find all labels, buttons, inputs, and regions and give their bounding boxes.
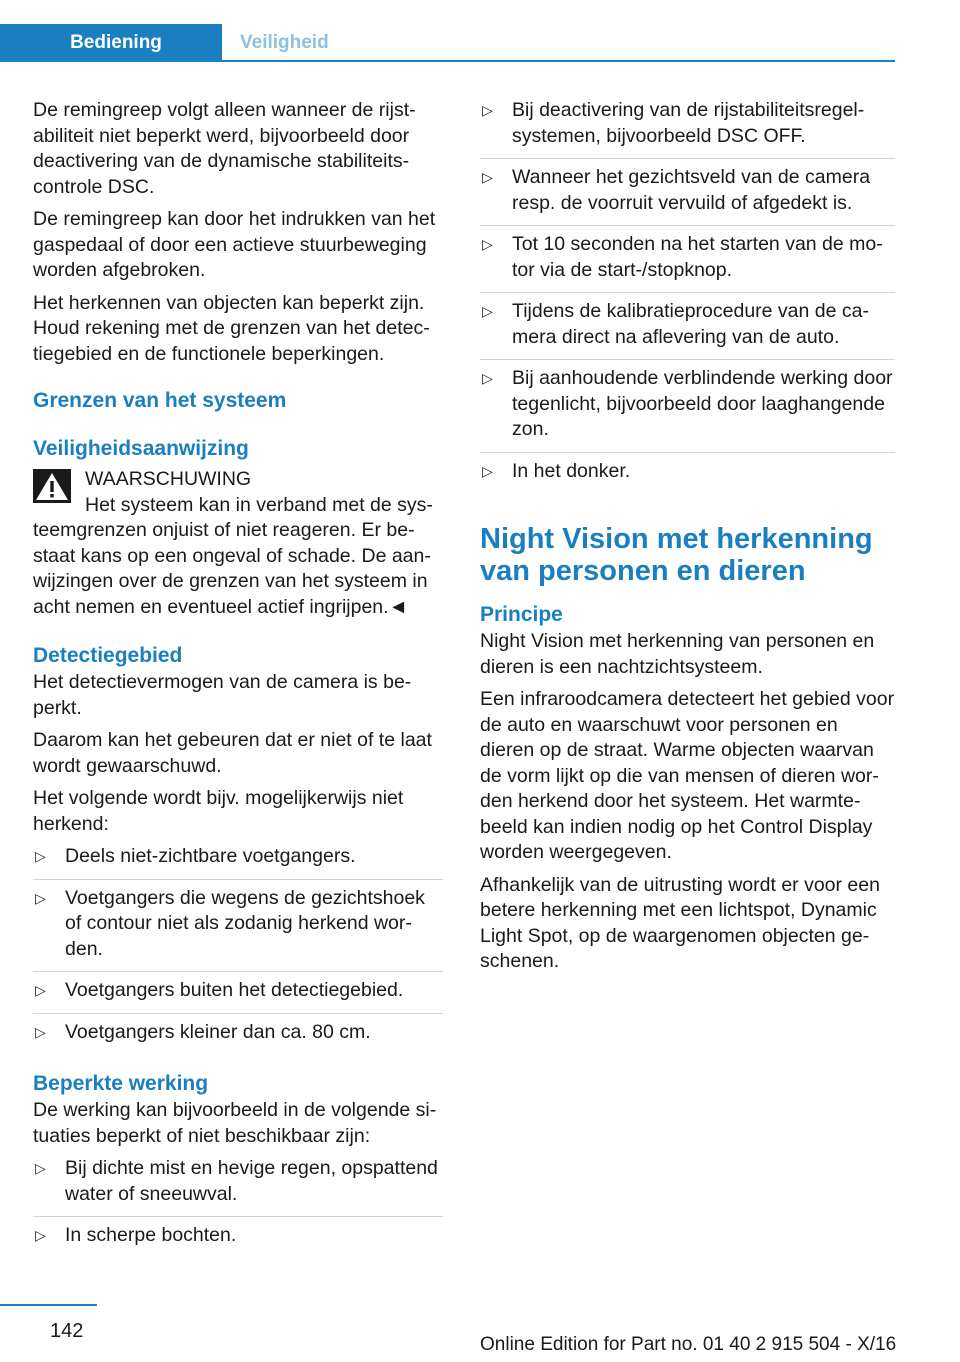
list-item: ▷ Tijdens de kalibratieprocedure van de camera direct na aflevering van de auto. xyxy=(480,299,895,360)
header-rule xyxy=(0,60,895,62)
warning-title: WAARSCHUWING xyxy=(85,468,252,490)
paragraph: Daarom kan het gebeuren dat er niet of te laat wordt gewaarschuwd. xyxy=(33,729,432,777)
triangle-bullet-icon: ▷ xyxy=(482,102,493,118)
tab-veiligheid[interactable]: Veiligheid xyxy=(240,32,329,53)
list-item: ▷ In scherpe bochten. xyxy=(33,1223,443,1258)
chapter-header xyxy=(0,24,895,62)
paragraph: Night Vision met herkenning van personen en dieren is een nachtzichtsysteem. xyxy=(480,630,875,678)
list-item: ▷ Voetgangers die wegens de gezichtshoek of contour niet als zodanig herkend worden. xyxy=(33,886,443,973)
warning-triangle-icon xyxy=(33,469,71,503)
limited-function-list xyxy=(33,1156,443,1258)
triangle-bullet-icon: ▷ xyxy=(35,982,46,998)
list-item: ▷ Wanneer het gezichtsveld van de camera resp. de voorruit vervuild of afgedekt is. xyxy=(480,165,895,226)
triangle-bullet-icon: ▷ xyxy=(35,889,46,906)
list-item: ▷ Voetgangers kleiner dan ca. 80 cm. xyxy=(33,1020,443,1055)
list-item: ▷ Voetgangers buiten het detectiegebied. xyxy=(33,978,443,1014)
heading-detectiegebied: Detectiegebied xyxy=(33,644,183,667)
triangle-bullet-icon: ▷ xyxy=(35,1227,46,1243)
footer-rule xyxy=(0,1304,97,1306)
triangle-bullet-icon: ▷ xyxy=(482,236,493,252)
paragraph: De werking kan bijvoorbeeld in de volgende situaties beperkt of niet beschikbaar zijn: xyxy=(33,1099,437,1147)
list-item: ▷ In het donker. xyxy=(480,459,895,494)
tab-bediening[interactable]: Bediening xyxy=(0,24,222,62)
right-column xyxy=(480,98,895,982)
not-detected-list xyxy=(33,844,443,1054)
left-column xyxy=(33,98,443,1264)
warning-text: Het systeem kan in verband met de systeemgrenzen onjuist of niet reageren. Er bestaat kans op een ongeval of schade. De aanwijzingen over de grenzen van het systeem in acht nemen en eventueel actief ingrijpen.◄ xyxy=(33,493,433,618)
heading-night-vision: Night Vision met herkenning van personen en dieren xyxy=(480,523,873,587)
heading-veiligheidsaanwijzing: Veiligheidsaanwijzing xyxy=(33,437,249,460)
heading-grenzen: Grenzen van het systeem xyxy=(33,389,287,412)
triangle-bullet-icon: ▷ xyxy=(482,462,493,479)
edition-footer: Online Edition for Part no. 01 40 2 915 504 - X/16 xyxy=(480,1334,897,1355)
triangle-bullet-icon: ▷ xyxy=(35,848,46,864)
paragraph: Het herkennen van objecten kan beperkt zijn. Houd rekening met de grenzen van het detectiegebied en de functionele beperkingen. xyxy=(33,291,430,365)
paragraph: De remingreep kan door het indrukken van het gaspedaal of door een actieve stuurbeweging worden afgebroken. xyxy=(33,208,436,281)
paragraph: Afhankelijk van de uitrusting wordt er voor een betere herkenning met een lichtspot, Dynamic Light Spot, op de waargenomen objecten geschenen. xyxy=(480,873,880,972)
warning-block xyxy=(33,467,443,493)
list-item: ▷ Tot 10 seconden na het starten van de motor via de start-/stopknop. xyxy=(480,232,895,293)
list-item: ▷ Bij aanhoudende verblindende werking door tegenlicht, bijvoorbeeld door laaghangende zon. xyxy=(480,366,895,453)
paragraph: Het detectievermogen van de camera is beperkt. xyxy=(33,671,412,719)
list-item: ▷ Bij deactivering van de rijstabiliteitsregelsystemen, bijvoorbeeld DSC OFF. xyxy=(480,98,895,159)
paragraph: Het volgende wordt bijv. mogelijkerwijs niet herkend: xyxy=(33,787,404,835)
paragraph: Een infraroodcamera detecteert het gebied voor de auto en waarschuwt voor personen en dieren op de straat. Warme objecten waarvan de vorm lijkt op die van mensen of dieren worden herkend door het systeem. Het warmtebeeld kan indien nodig op het Control Display worden weergegeven. xyxy=(480,688,895,863)
triangle-bullet-icon: ▷ xyxy=(482,370,493,386)
limited-function-list-continued xyxy=(480,98,895,493)
page-number: 142 xyxy=(50,1320,84,1342)
triangle-bullet-icon: ▷ xyxy=(482,169,493,185)
heading-principe: Principe xyxy=(480,603,563,626)
list-item: ▷ Deels niet-zichtbare voetgangers. xyxy=(33,844,443,880)
list-item: ▷ Bij dichte mist en hevige regen, opspattend water of sneeuwval. xyxy=(33,1156,443,1217)
triangle-bullet-icon: ▷ xyxy=(35,1160,46,1176)
triangle-bullet-icon: ▷ xyxy=(482,303,493,319)
paragraph: De remingreep volgt alleen wanneer de rijstabiliteit niet beperkt werd, bijvoorbeeld door deactivering van de dynamische stabiliteitscontrole DSC. xyxy=(33,99,416,198)
triangle-bullet-icon: ▷ xyxy=(35,1023,46,1040)
heading-beperkte-werking: Beperkte werking xyxy=(33,1072,209,1095)
